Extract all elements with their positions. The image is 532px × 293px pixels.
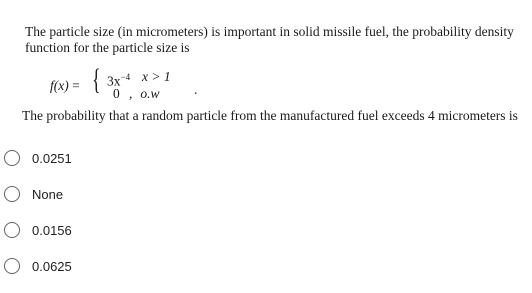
option-label: None xyxy=(32,186,64,202)
formula-case2-expr: 0 xyxy=(113,86,120,101)
option-2[interactable] xyxy=(0,182,300,206)
option-4[interactable] xyxy=(0,254,300,278)
radio-button[interactable] xyxy=(4,222,20,238)
radio-button[interactable] xyxy=(4,186,20,202)
question-text xyxy=(22,24,527,124)
question-intro: The particle size (in micrometers) is important in solid missile fuel, the probability density function for the particle size is xyxy=(25,24,514,55)
question-prompt: The probability that a random particle from the manufactured fuel exceeds 4 micrometers is xyxy=(22,108,518,123)
option-label: 0.0156 xyxy=(32,222,72,238)
formula-case1-expr: $3x^{-4}$ xyxy=(107,72,131,89)
formula-case2-cond: , o.w xyxy=(129,86,160,101)
formula-lhs: f(x) = xyxy=(50,78,80,93)
formula-end-dot: . xyxy=(194,82,198,97)
radio-button[interactable] xyxy=(4,258,20,274)
option-label: 0.0625 xyxy=(32,258,72,274)
formula-brace: { xyxy=(92,63,101,96)
option-1[interactable] xyxy=(0,146,300,170)
option-label: 0.0251 xyxy=(32,150,72,166)
radio-button[interactable] xyxy=(4,150,20,166)
pdf-formula xyxy=(22,63,527,112)
option-3[interactable] xyxy=(0,218,300,242)
formula-case1-cond: x > 1 xyxy=(142,69,171,84)
